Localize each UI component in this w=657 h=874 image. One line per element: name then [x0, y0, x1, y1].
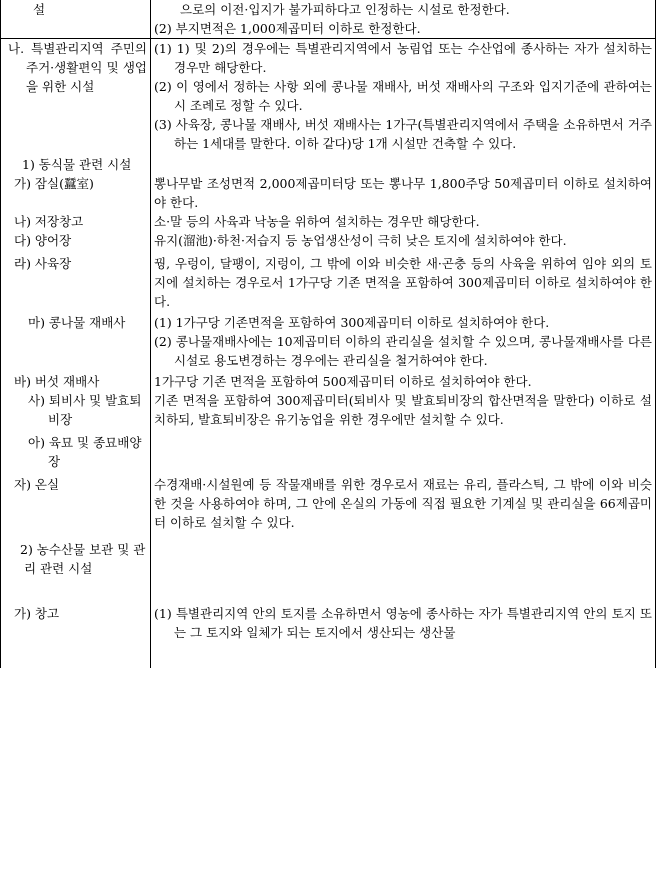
content-text: 수경재배·시설원예 등 작물재배를 위한 경우로서 재료는 유리, 플라스틱, 그 밖에 이와 비슷한 것을 사용하여야 하며, 그 안에 온실의 가동에 직접 필요한 기계실 및 관리실을 66제곱미터 이하로 설치할 수 있다. [154, 477, 652, 530]
table-row [1, 311, 656, 370]
row-label-text: 아) 육묘 및 종묘배양장 [28, 435, 142, 469]
row-label [1, 391, 151, 429]
row-label [1, 153, 151, 174]
row-content [151, 475, 656, 532]
table-row [1, 250, 656, 311]
list-item: (2) 이 영에서 정하는 사항 외에 콩나물 재배사, 버섯 재배사의 구조와 입지기준에 관하여는 시 조례로 정할 수 있다. [154, 79, 652, 113]
row-content [151, 370, 656, 391]
row-content [151, 250, 656, 311]
row-label-text: 자) 온실 [14, 477, 60, 492]
list-item: (3) 사육장, 콩나물 재배사, 버섯 재배사는 1가구(특별관리지역에서 주택을 소유하면서 거주하는 1세대를 말한다. 이하 같다)당 1개 시설만 건축할 수 있다. [154, 117, 652, 151]
row-label-text: 다) 양어장 [14, 233, 72, 248]
row-label-text: 2) 농수산물 보관 및 관리 관련 시설 [20, 542, 146, 576]
content-text: 소·말 등의 사육과 낙농을 위하여 설치하는 경우만 해당한다. [154, 214, 480, 229]
table-row [1, 391, 656, 429]
row-label [1, 370, 151, 391]
row-label [1, 212, 151, 231]
row-label-text: 설 [33, 2, 46, 17]
row-label-text: 바) 버섯 재배사 [14, 374, 100, 389]
row-label-text: 가) 창고 [14, 606, 60, 621]
table-row [1, 153, 656, 174]
row-content [151, 231, 656, 250]
row-label [1, 311, 151, 370]
list-item: (1) 1) 및 2)의 경우에는 특별관리지역에서 농림업 또는 수산업에 종사하는 자가 설치하는 경우만 해당한다. [154, 41, 652, 75]
content-text: 꿩, 우렁이, 달팽이, 지렁이, 그 밖에 이와 비슷한 새·곤충 등의 사육을 위하여 임야 외의 토지에 설치하는 경우로서 1가구당 기존 면적을 포함하여 300제곱미터 이하로 설치하여야 한다. [154, 256, 652, 309]
row-label [1, 0, 151, 39]
content-text: (2) 부지면적은 1,000제곱미터 이하로 한정한다. [154, 21, 421, 36]
row-content [151, 429, 656, 475]
table-row [1, 212, 656, 231]
row-label [1, 231, 151, 250]
table-row [1, 370, 656, 391]
table-row [1, 532, 656, 604]
table-row [1, 429, 656, 475]
table-row [1, 475, 656, 532]
row-label-text: 사) 퇴비사 및 발효퇴비장 [28, 393, 142, 427]
row-label-text: 나) 저장창고 [14, 214, 84, 229]
row-label [1, 39, 151, 154]
row-label [1, 532, 151, 604]
row-content [151, 532, 656, 604]
row-label [1, 475, 151, 532]
row-label-text: 라) 사육장 [14, 256, 72, 271]
table-row [1, 39, 656, 154]
table-row [1, 0, 656, 39]
row-label-text: 마) 콩나물 재배사 [28, 315, 126, 330]
row-label [1, 429, 151, 475]
row-content [151, 39, 656, 154]
table-row [1, 604, 656, 668]
row-label-text: 1) 동식물 관련 시설 [22, 157, 132, 172]
table-row [1, 174, 656, 212]
content-text: 으로의 이전·입지가 불가피하다고 인정하는 시설로 한정한다. [180, 2, 510, 17]
content-text: 1가구당 기존 면적을 포함하여 500제곱미터 이하로 설치하여야 한다. [154, 374, 532, 389]
row-content [151, 0, 656, 39]
row-label [1, 250, 151, 311]
row-content [151, 311, 656, 370]
content-text: 기존 면적을 포함하여 300제곱미터(퇴비사 및 발효퇴비장의 합산면적을 말한다) 이하로 설치하되, 발효퇴비장은 유기농업을 위한 경우에만 설치할 수 있다. [154, 393, 652, 427]
row-label-text: 나. 특별관리지역 주민의 주거·생활편익 및 생업을 위한 시설 [8, 41, 147, 94]
row-content [151, 174, 656, 212]
row-label-text: 가) 잠실(蠶室) [14, 176, 94, 191]
row-content [151, 604, 656, 668]
row-label [1, 174, 151, 212]
list-item: (1) 특별관리지역 안의 토지를 소유하면서 영농에 종사하는 자가 특별관리지역 안의 토지 또는 그 토지와 일체가 되는 토지에서 생산되는 생산물 [154, 606, 652, 640]
row-content [151, 391, 656, 429]
table-row [1, 231, 656, 250]
content-text: 뽕나무밭 조성면적 2,000제곱미터당 또는 뽕나무 1,800주당 50제곱미터 이하로 설치하여야 한다. [154, 176, 652, 210]
list-item: (2) 콩나물재배사에는 10제곱미터 이하의 관리실을 설치할 수 있으며, 콩나물재배사를 다른 시설로 용도변경하는 경우에는 관리실을 철거하여야 한다. [154, 334, 652, 368]
row-content [151, 153, 656, 174]
row-label [1, 604, 151, 668]
row-content [151, 212, 656, 231]
content-text: 유지(溜池)·하천·저습지 등 농업생산성이 극히 낮은 토지에 설치하여야 한다. [154, 233, 567, 248]
list-item: (1) 1가구당 기존면적을 포함하여 300제곱미터 이하로 설치하여야 한다. [154, 315, 550, 330]
